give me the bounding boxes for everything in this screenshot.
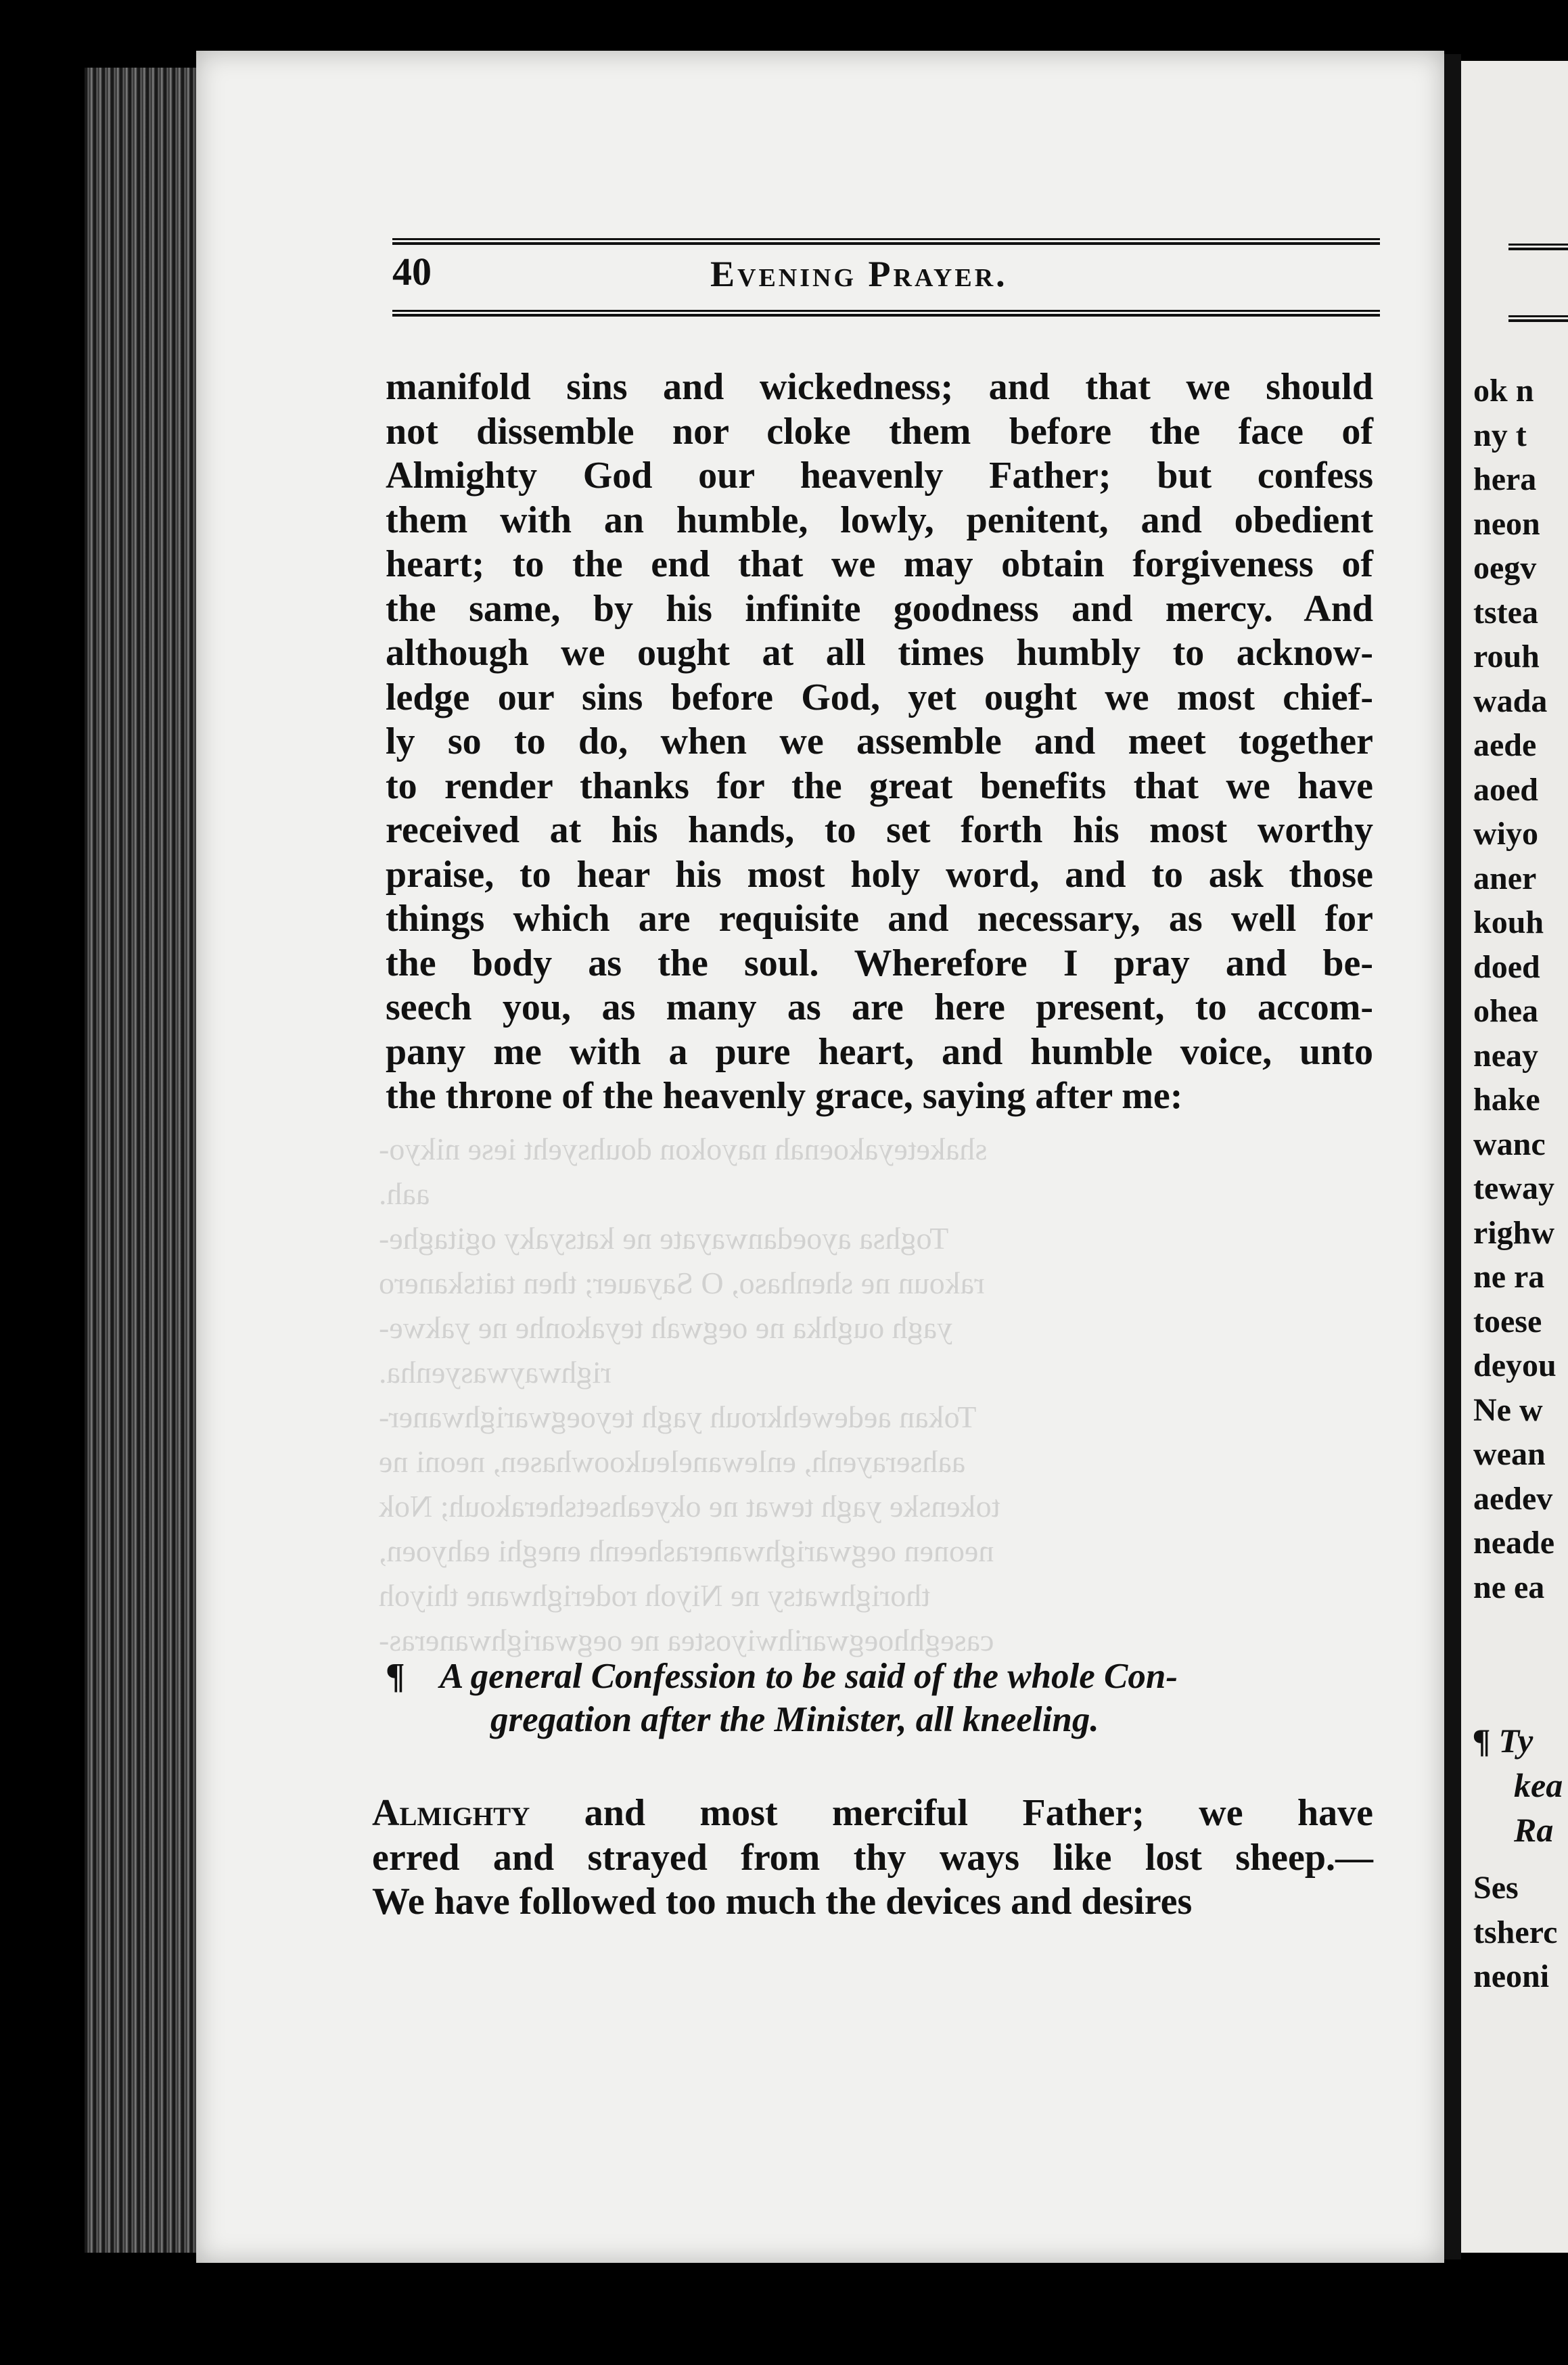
right-text-line: neay: [1473, 1037, 1538, 1074]
right-text-line: rouh: [1473, 639, 1540, 674]
right-text-line: wean: [1473, 1436, 1546, 1472]
text-line: [372, 1791, 1373, 1836]
rubric: [386, 1655, 1373, 1741]
main-text-block: [386, 365, 1373, 1119]
right-text-line: ny t: [1473, 417, 1527, 453]
right-text-line: wiyo: [1473, 816, 1538, 852]
bleed-line: Toghsa ayoedanwayate ne katsyaky ogitaghe-: [379, 1221, 949, 1256]
right-text-line: hera: [1473, 461, 1537, 497]
right-text-line: kouh: [1473, 904, 1544, 940]
right-text-line: Ses: [1473, 1870, 1519, 1906]
bleed-line: caseghhoegwarihwiyostea ne oegwarighwaneras-: [379, 1623, 994, 1657]
text-line: We have followed too much the devices and desires: [372, 1881, 1193, 1923]
right-page: [1461, 61, 1568, 2253]
bleed-line: aahserayenh, enlewaneleukoowhasen, neoni ne: [379, 1444, 966, 1479]
right-text-line: ne ra: [1473, 1259, 1545, 1295]
right-text-line: ohea: [1473, 993, 1538, 1029]
text-line: received at his hands, to set forth his most worthy: [386, 809, 1373, 851]
text-line: them with an humble, lowly, penitent, and obedient: [386, 499, 1373, 541]
right-text-line: neoni: [1473, 1958, 1550, 1994]
right-rubric-line: Ra: [1514, 1811, 1554, 1849]
text-line: the throne of the heavenly grace, saying after me:: [386, 1075, 1183, 1117]
rubric-line-1: [386, 1655, 1373, 1698]
right-text-line: aedev: [1473, 1480, 1553, 1517]
bleed-line: thorighwatsy ne Niyoh roderighwane thiyoh: [379, 1578, 931, 1613]
right-text-line: doed: [1473, 948, 1540, 985]
right-text-line: wanc: [1473, 1126, 1546, 1162]
right-text-line: ne ea: [1473, 1569, 1545, 1605]
right-page-text: [1461, 369, 1557, 1609]
right-rubric-line: kea: [1514, 1766, 1563, 1804]
book-gutter: [1444, 54, 1461, 2259]
page-number: 40: [392, 250, 432, 294]
text-line: not dissemble nor cloke them before the face of: [386, 410, 1373, 453]
right-text-line: ok n: [1473, 373, 1534, 409]
book-page-edges: [85, 68, 196, 2253]
right-text-line: righw: [1473, 1214, 1554, 1251]
right-rubric-line: ¶ Ty: [1473, 1722, 1534, 1760]
right-header-rule: [1508, 315, 1568, 322]
right-text-line: wada: [1473, 683, 1548, 719]
bleed-line: neonen oegwarighwanerasheenh eneghi eahyoen,: [379, 1534, 994, 1568]
right-page-tail: [1461, 1866, 1557, 1999]
right-page-rubric: [1461, 1718, 1563, 1852]
right-text-line: Ne w: [1473, 1392, 1543, 1428]
confession-line-rest: and most merciful Father; we have: [530, 1792, 1373, 1834]
text-line: manifold sins and wickedness; and that we should: [386, 366, 1373, 408]
right-text-line: hake: [1473, 1082, 1540, 1118]
text-line: pany me with a pure heart, and humble voice, unto: [386, 1030, 1373, 1073]
right-text-line: aede: [1473, 727, 1537, 763]
right-text-line: oegv: [1473, 550, 1537, 586]
text-line: erred and strayed from thy ways like lost sheep.—: [372, 1836, 1373, 1879]
text-line: praise, to hear his most holy word, and to ask those: [386, 853, 1373, 896]
running-head: [392, 249, 1568, 310]
text-line: although we ought at all times humbly to acknow-: [386, 632, 1373, 674]
right-text-line: neon: [1473, 505, 1540, 542]
right-header-rule: [1508, 244, 1568, 250]
right-text-line: toese: [1473, 1303, 1542, 1339]
rubric-text: A general Confession to be said of the whole Con-: [440, 1657, 1178, 1696]
right-text-line: teway: [1473, 1170, 1554, 1206]
text-line: to render thanks for the great benefits that we have: [386, 764, 1373, 807]
bleed-line: shaketeyakoenah nayokon douhsyeht iese nikyo-: [379, 1132, 988, 1166]
bleed-line: rakoun ne shenhaso, O Sayauer; then taitskanero: [379, 1266, 985, 1300]
text-line: the same, by his infinite goodness and mercy. And: [386, 587, 1373, 630]
text-line: seech you, as many as are here present, to accom-: [386, 986, 1373, 1028]
text-line: the body as the soul. Wherefore I pray and be-: [386, 942, 1373, 984]
text-line: Almighty God our heavenly Father; but confess: [386, 455, 1373, 497]
pilcrow-icon: ¶: [386, 1657, 405, 1696]
bleed-line: tokenske yagh tewat ne okyeahsetsherakouh; Nok: [379, 1489, 1000, 1523]
bleed-line: yagh oughka ne oegwah teyakonhe ne yakwe-: [379, 1310, 953, 1345]
header-bottom-rule: [392, 310, 1380, 317]
confession-text: [372, 1791, 1373, 1925]
confession-first-word: Almighty: [372, 1792, 530, 1834]
right-text-line: deyou: [1473, 1348, 1557, 1383]
bleed-line: righwaywasyenha.: [379, 1355, 612, 1390]
rubric-text: gregation after the Minister, all kneeling.: [490, 1700, 1099, 1739]
header-top-rule: [392, 238, 1380, 245]
right-text-line: aner: [1473, 860, 1537, 896]
text-line: things which are requisite and necessary, as well for: [386, 898, 1373, 940]
text-line: ly so to do, when we assemble and meet together: [386, 720, 1373, 762]
right-text-line: tstea: [1473, 594, 1538, 630]
rubric-line-2: [386, 1698, 1373, 1741]
text-line: heart; to the end that we may obtain forgiveness of: [386, 543, 1373, 585]
right-text-line: tsherc: [1473, 1914, 1558, 1950]
bleed-line: Tokan aedewehkrouh yagh teyoegwarighwaner-: [379, 1400, 977, 1434]
right-text-line: aoed: [1473, 771, 1538, 808]
text-line: ledge our sins before God, yet ought we most chief-: [386, 676, 1373, 718]
right-text-line: neade: [1473, 1525, 1554, 1561]
bleed-line: aah.: [379, 1176, 430, 1211]
page-title: Evening Prayer.: [710, 254, 1008, 294]
